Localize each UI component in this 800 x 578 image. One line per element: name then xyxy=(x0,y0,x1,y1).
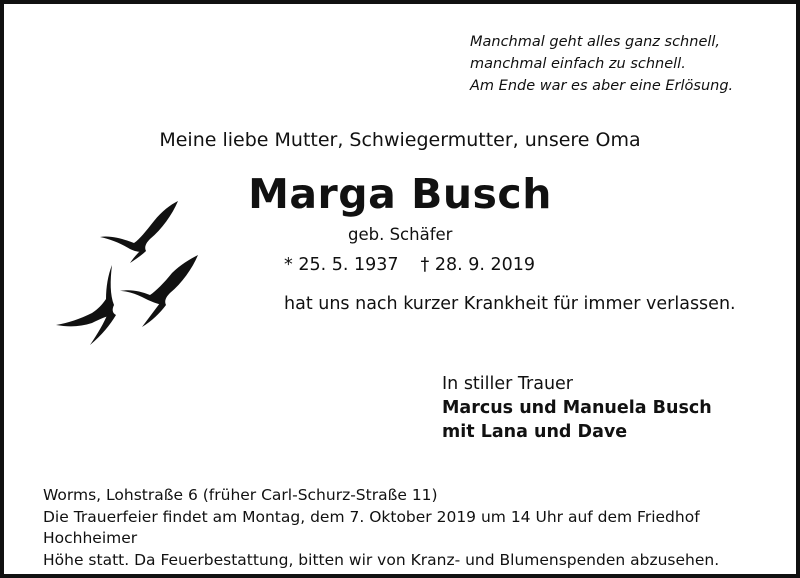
ceremony-line: Die Trauerfeier findet am Montag, dem 7. Oktober 2019 um 14 Uhr auf dem Friedhof Hochheimer xyxy=(43,507,700,547)
birth-date: * 25. 5. 1937 xyxy=(284,255,399,275)
bird-shape xyxy=(120,255,198,305)
ceremony-line: Höhe statt. Da Feuerbestattung, bitten wir von Kranz- und Blumenspenden abzusehen. xyxy=(43,550,720,569)
bird-shape xyxy=(142,303,166,327)
life-dates xyxy=(284,252,535,278)
poem-line: Am Ende war es aber eine Erlösung. xyxy=(470,78,734,94)
mourning-label: In stiller Trauer xyxy=(442,374,573,394)
deceased-name: Marga Busch xyxy=(248,170,552,218)
birds-icon xyxy=(50,195,210,360)
mourner-name: Marcus und Manuela Busch xyxy=(442,398,712,418)
funeral-details xyxy=(43,485,778,571)
death-date: † 28. 9. 2019 xyxy=(420,255,536,275)
bird-shape xyxy=(100,201,178,252)
address-line: Worms, Lohstraße 6 (früher Carl-Schurz-Straße 11) xyxy=(43,486,438,504)
passing-message: hat uns nach kurzer Krankheit für immer verlassen. xyxy=(284,294,736,314)
intro-text: Meine liebe Mutter, Schwiegermutter, unsere Oma xyxy=(159,129,641,151)
mourner-name: mit Lana und Dave xyxy=(442,422,628,442)
poem-line: Manchmal geht alles ganz schnell, xyxy=(470,34,721,50)
poem-verse xyxy=(470,31,790,97)
maiden-name: geb. Schäfer xyxy=(348,225,453,244)
poem-line: manchmal einfach zu schnell. xyxy=(470,56,686,72)
mourners-block xyxy=(442,372,712,444)
